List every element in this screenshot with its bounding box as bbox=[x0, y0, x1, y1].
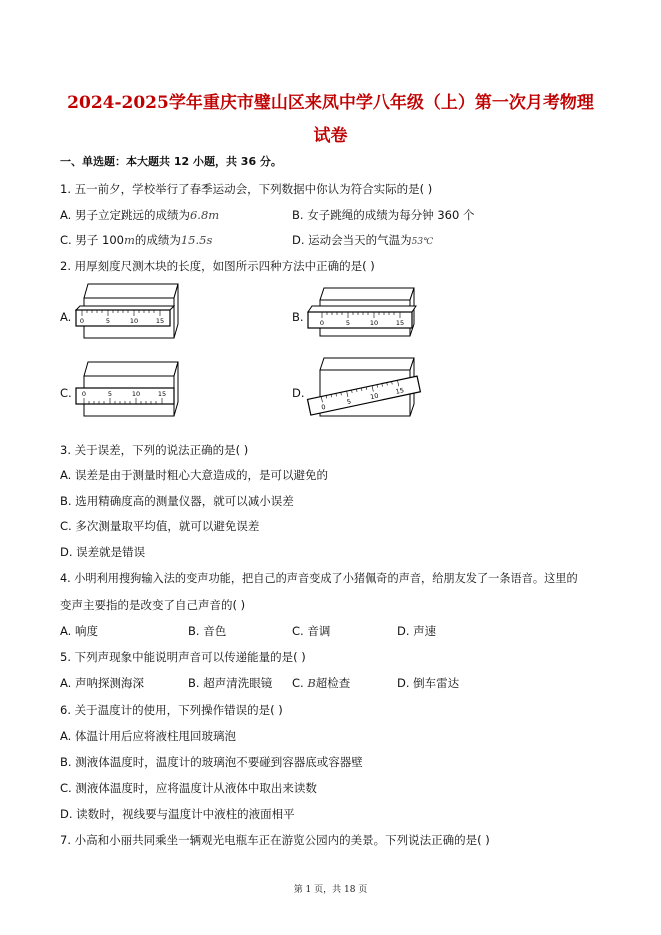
q6-option-c: C. 测液体温度时，应将温度计从液体中取出来读数 bbox=[60, 781, 317, 795]
tick-0: 0 bbox=[81, 390, 87, 398]
q5-option-d: D. 倒车雷达 bbox=[397, 676, 460, 690]
tick-10: 10 bbox=[369, 319, 379, 327]
q5-option-c-letter: B bbox=[307, 676, 316, 690]
q4-option-c: C. 音调 bbox=[292, 624, 331, 638]
tick-5: 5 bbox=[345, 319, 351, 327]
q3-option-d: D. 误差就是错误 bbox=[60, 545, 146, 559]
q2-label-c: C. bbox=[60, 386, 72, 400]
q1-option-c-value: 15.5s bbox=[180, 233, 213, 247]
tick-10: 10 bbox=[369, 391, 380, 402]
q1-option-d bbox=[292, 232, 433, 250]
q4-option-a: A. 响度 bbox=[60, 624, 98, 638]
q1-option-b: B. 女子跳绳的成绩为每分钟 360 个 bbox=[292, 208, 475, 222]
q5-stem: 5. 下列声现象中能说明声音可以传递能量的是( ) bbox=[60, 650, 306, 664]
q6-option-b: B. 测液体温度时，温度计的玻璃泡不要碰到容器底或容器壁 bbox=[60, 755, 363, 769]
ruler-figure-a bbox=[70, 280, 190, 350]
q3-option-c: C. 多次测量取平均值，就可以避免误差 bbox=[60, 519, 260, 533]
tick-5: 5 bbox=[105, 317, 111, 325]
q3-option-b: B. 选用精确度高的测量仪器，就可以减小误差 bbox=[60, 494, 294, 508]
tick-15: 15 bbox=[394, 386, 405, 396]
q6-stem: 6. 关于温度计的使用，下列操作错误的是( ) bbox=[60, 703, 283, 717]
tick-10: 10 bbox=[129, 317, 139, 325]
ruler-figure-c bbox=[70, 358, 190, 428]
tick-5: 5 bbox=[346, 397, 352, 407]
ruler-figure-b bbox=[302, 280, 432, 350]
tick-15: 15 bbox=[157, 390, 167, 398]
q1-option-c-text2: 的成绩为 bbox=[134, 233, 181, 247]
tick-0: 0 bbox=[79, 317, 85, 325]
tick-0: 0 bbox=[319, 319, 325, 327]
q4-option-d: D. 声速 bbox=[397, 624, 437, 638]
q6-option-a: A. 体温计用后应将液柱甩回玻璃泡 bbox=[60, 729, 236, 743]
q1-option-d-text: D. 运动会当天的气温为 bbox=[292, 233, 412, 247]
q1-option-c bbox=[60, 232, 212, 248]
q1-option-a-text: A. 男子立定跳远的成绩为 bbox=[60, 208, 190, 222]
q5-option-b: B. 超声清洗眼镜 bbox=[188, 676, 273, 690]
ruler-figure-d bbox=[302, 352, 432, 432]
q4-option-b: B. 音色 bbox=[188, 624, 227, 638]
q2-label-d: D. bbox=[292, 386, 305, 400]
q3-stem: 3. 关于误差，下列的说法正确的是( ) bbox=[60, 443, 249, 457]
q7-stem: 7. 小高和小丽共同乘坐一辆观光电瓶车正在游览公园内的美景。下列说法正确的是( ) bbox=[60, 833, 490, 847]
q1-option-c-unit: m bbox=[123, 233, 135, 247]
tick-5: 5 bbox=[107, 390, 113, 398]
q6-option-d: D. 读数时，视线要与温度计中液柱的液面相平 bbox=[60, 807, 295, 821]
q1-option-a-value: 6.8m bbox=[189, 208, 220, 222]
q5-option-c-prefix: C. bbox=[292, 676, 308, 690]
q5-option-c bbox=[292, 675, 350, 691]
q3-option-a: A. 误差是由于测量时粗心大意造成的，是可以避免的 bbox=[60, 468, 328, 482]
q2-stem: 2. 用厚刻度尺测木块的长度，如图所示四种方法中正确的是( ) bbox=[60, 259, 375, 273]
tick-15: 15 bbox=[395, 319, 405, 327]
q2-label-a: A. bbox=[60, 310, 72, 324]
q5-option-a: A. 声呐探测海深 bbox=[60, 676, 144, 690]
tick-0: 0 bbox=[320, 402, 327, 412]
section-heading: 一、单选题：本大题共 12 小题，共 36 分。 bbox=[60, 155, 282, 168]
q2-label-b: B. bbox=[292, 310, 304, 324]
tick-15: 15 bbox=[155, 317, 165, 325]
q4-stem-line2: 变声主要指的是改变了自己声音的( ) bbox=[60, 598, 246, 612]
tick-10: 10 bbox=[131, 390, 141, 398]
q5-option-c-text: 超检查 bbox=[315, 676, 351, 690]
q1-option-c-text: C. 男子 100 bbox=[60, 233, 124, 247]
page-footer: 第 1 页，共 18 页 bbox=[293, 885, 368, 895]
exam-title-line2: 试卷 bbox=[313, 126, 348, 146]
q1-option-d-value: 53℃ bbox=[411, 237, 434, 247]
q1-stem: 1. 五一前夕，学校举行了春季运动会，下列数据中你认为符合实际的是( ) bbox=[60, 182, 433, 196]
q1-option-a bbox=[60, 207, 219, 223]
q4-stem-line1: 4. 小明利用搜狗输入法的变声功能，把自己的声音变成了小猪佩奇的声音，给朋友发了一条语音。这里的 bbox=[60, 572, 578, 585]
exam-title-line1: 2024-2025学年重庆市璧山区来凤中学八年级（上）第一次月考物理 bbox=[67, 93, 594, 113]
